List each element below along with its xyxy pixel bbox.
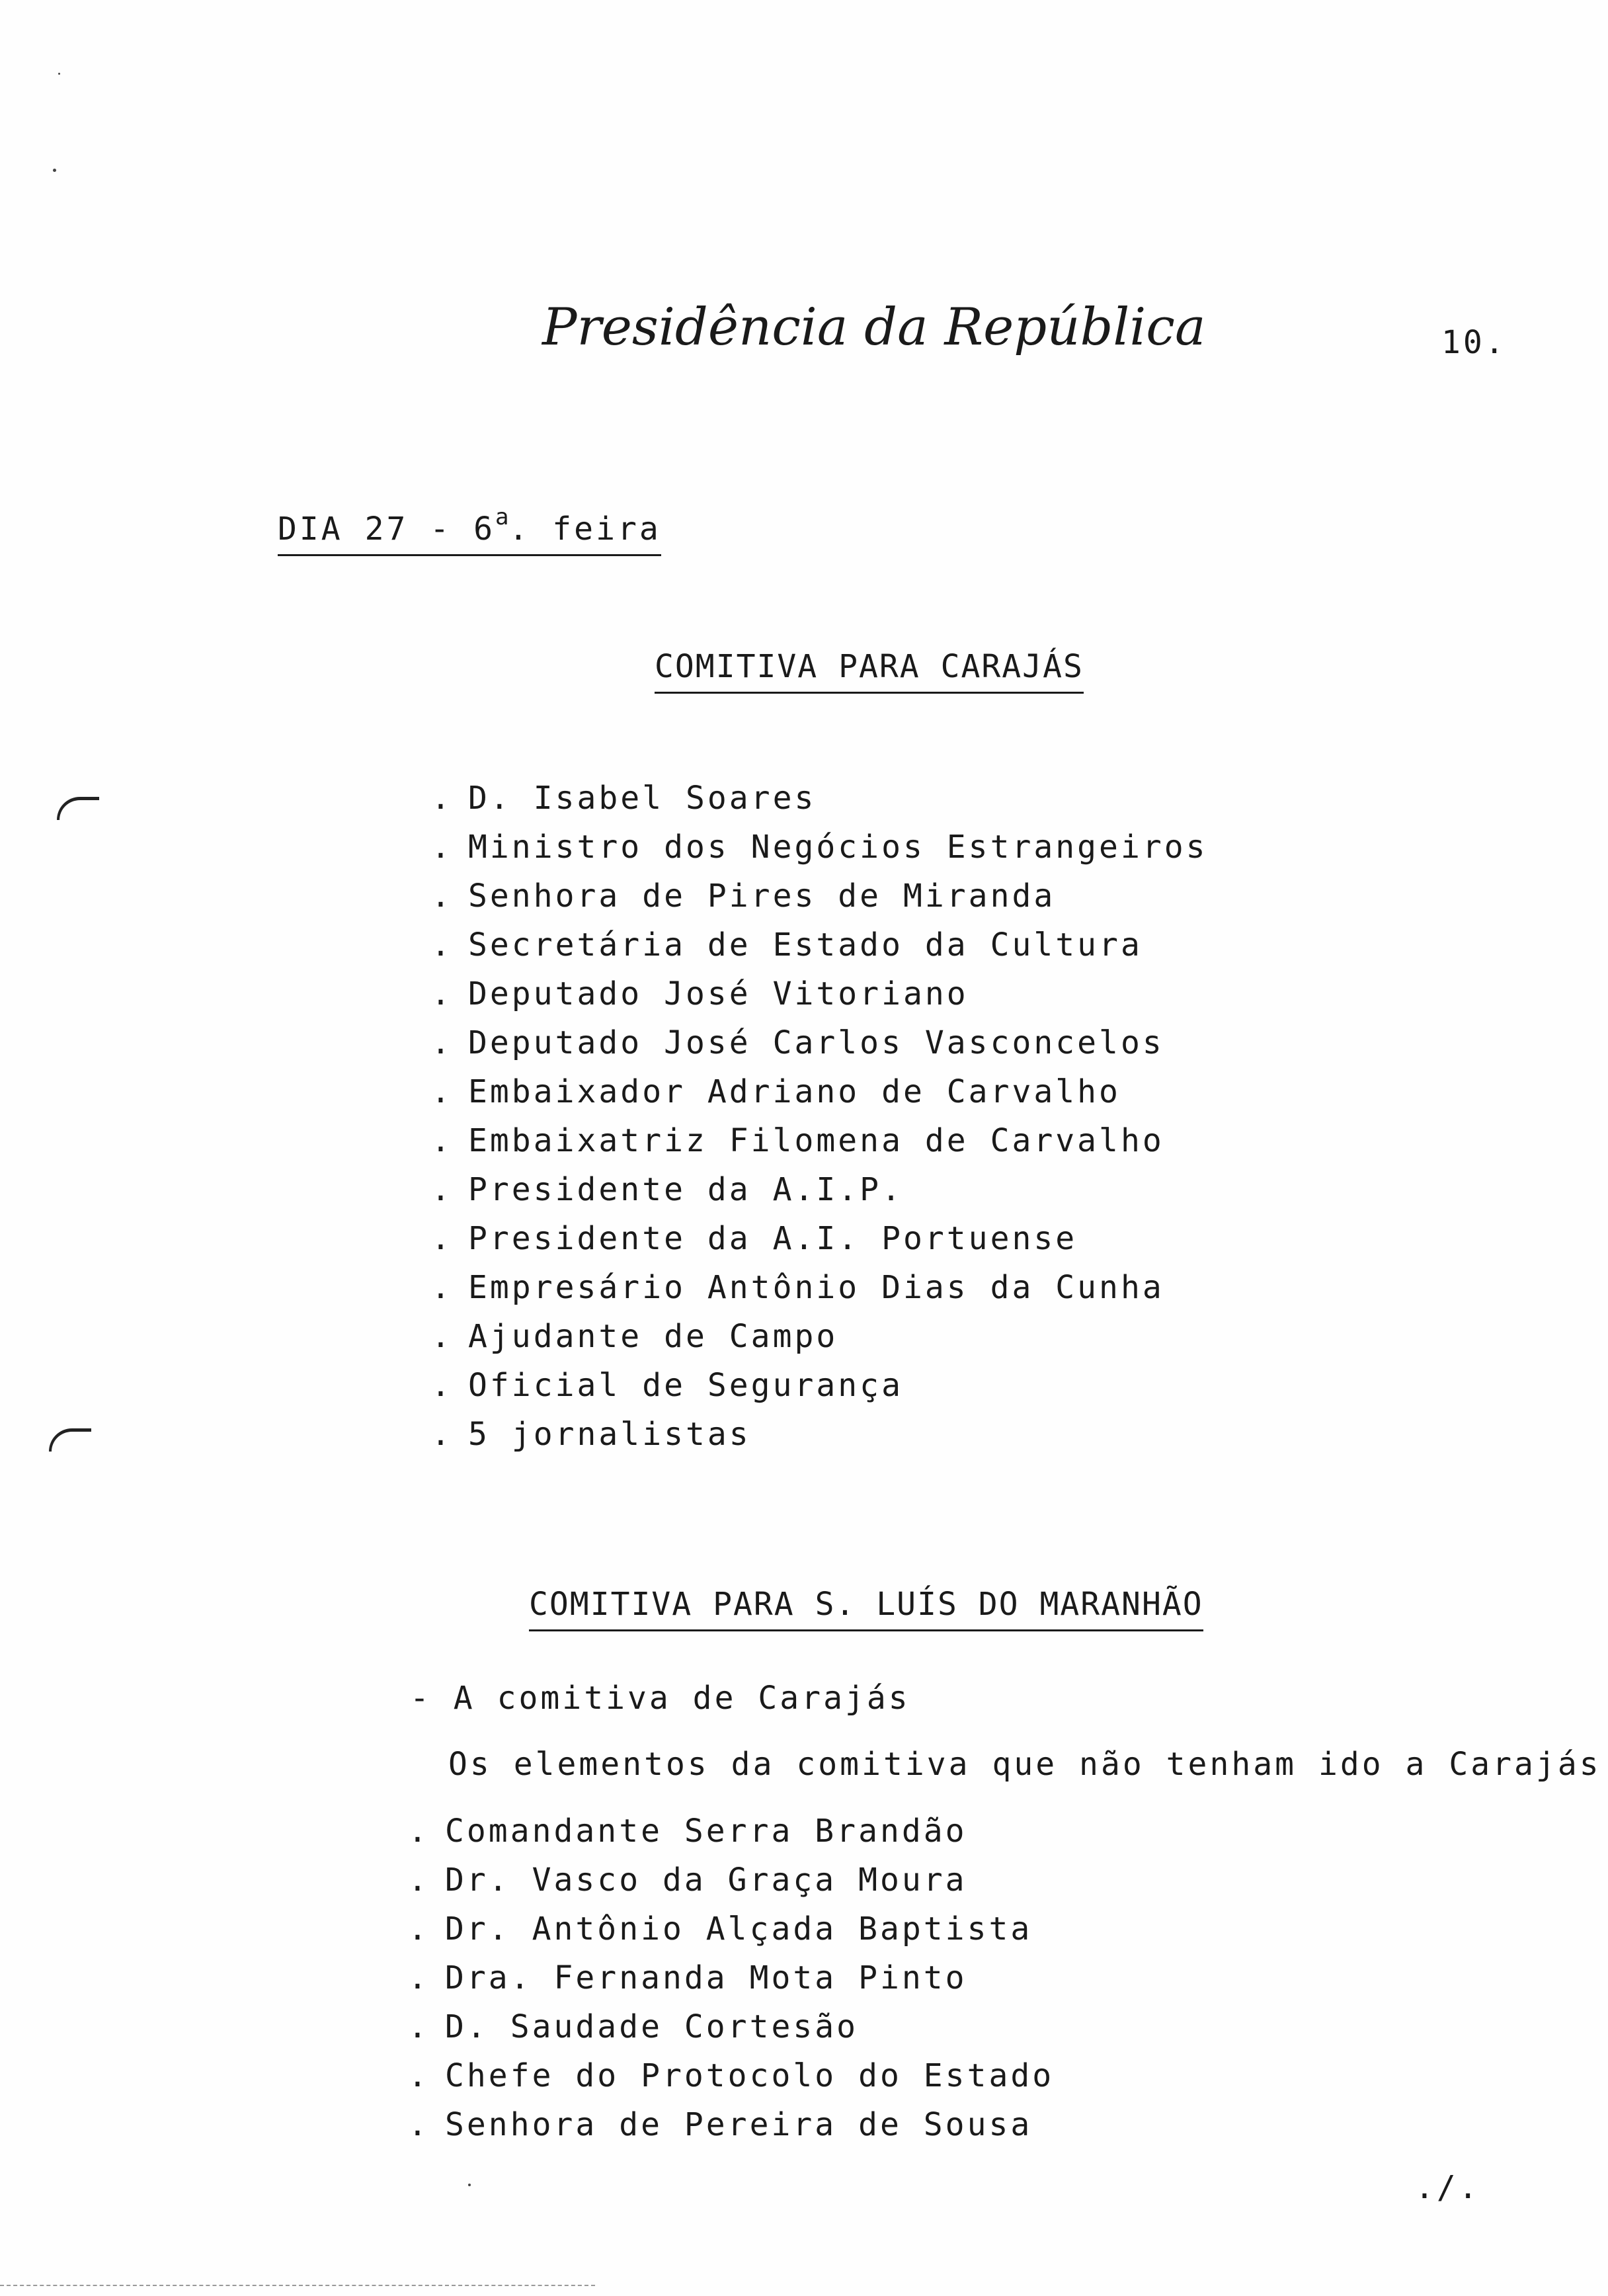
list-item [431, 921, 1208, 969]
bullet-icon: . [431, 1024, 453, 1061]
bullet-icon: . [431, 780, 453, 817]
bullet-icon: . [431, 829, 453, 866]
bullet-icon: . [431, 1122, 453, 1159]
bullet-icon: . [431, 1416, 453, 1453]
margin-mark [57, 797, 99, 820]
list-item [431, 774, 1208, 823]
list-item-text: D. Isabel Soares [468, 780, 817, 817]
list-item-text: Dr. Antônio Alçada Baptista [445, 1910, 1033, 1948]
bullet-icon: . [431, 878, 453, 915]
list-item [431, 823, 1208, 872]
bullet-icon: . [408, 1862, 430, 1899]
scan-speck [468, 2184, 471, 2186]
bullet-icon: . [408, 2057, 430, 2094]
list-item-text: Senhora de Pires de Miranda [468, 878, 1056, 915]
page-number: 10. [1441, 324, 1507, 361]
delegation-note: Os elementos da comitiva que não tenham ido a Carajás [448, 1746, 1601, 1783]
list-item [408, 2002, 1054, 2051]
list-item [431, 1165, 1208, 1214]
list-item-text: Dra. Fernanda Mota Pinto [445, 1959, 967, 1996]
list-item-text: Chefe do Protocolo do Estado [445, 2057, 1055, 2094]
list-item-text: Ajudante de Campo [468, 1318, 838, 1355]
list-item-text: Empresário Antônio Dias da Cunha [468, 1269, 1164, 1306]
bullet-icon: . [431, 926, 453, 964]
list-item [431, 1312, 1208, 1361]
day-heading [278, 504, 661, 556]
scan-speck [58, 73, 60, 75]
bullet-icon: . [431, 1220, 453, 1257]
list-item-text: Embaixatriz Filomena de Carvalho [468, 1122, 1164, 1159]
list-item [408, 2051, 1054, 2100]
list-item [431, 1410, 1208, 1459]
scan-edge [0, 2285, 595, 2286]
list-item-text: Presidente da A.I.P. [468, 1171, 903, 1208]
section-title-carajas: COMITIVA PARA CARAJÁS [655, 648, 1084, 694]
day-heading-prefix: DIA 27 - 6 [278, 511, 495, 548]
list-item [431, 1067, 1208, 1116]
list-item-text: Deputado José Carlos Vasconcelos [468, 1024, 1164, 1061]
bullet-icon: . [431, 975, 453, 1012]
bullet-icon: . [431, 1367, 453, 1404]
bullet-icon: . [431, 1269, 453, 1306]
list-item-text: D. Saudade Cortesão [445, 2008, 859, 2045]
bullet-icon: . [431, 1171, 453, 1208]
bullet-icon: . [408, 1959, 430, 1996]
list-item-text: Embaixador Adriano de Carvalho [468, 1073, 1121, 1110]
scan-speck [53, 169, 56, 172]
bullet-icon: . [408, 2106, 430, 2143]
continuation-mark: ./. [1415, 2169, 1480, 2206]
list-item-text: 5 jornalistas [468, 1416, 751, 1453]
list-item-text: Oficial de Segurança [468, 1367, 903, 1404]
carajas-delegation-list [431, 774, 1208, 1459]
list-item [431, 1214, 1208, 1263]
bullet-icon: . [408, 1813, 430, 1850]
list-item [431, 872, 1208, 921]
list-item-text: Secretária de Estado da Cultura [468, 926, 1143, 964]
list-item [408, 1807, 1054, 1856]
list-item [431, 1361, 1208, 1410]
bullet-icon: . [408, 1910, 430, 1948]
letterhead: Presidência da República [542, 298, 1206, 357]
day-heading-suffix: feira [552, 511, 661, 548]
list-item-text: Ministro dos Negócios Estrangeiros [468, 829, 1208, 866]
section-title-sao-luis: COMITIVA PARA S. LUÍS DO MARANHÃO [529, 1586, 1203, 1631]
list-item [408, 2100, 1054, 2149]
bullet-icon: . [431, 1073, 453, 1110]
list-item [431, 1116, 1208, 1165]
list-item [408, 1856, 1054, 1905]
bullet-icon: . [408, 2008, 430, 2045]
list-item-text: Deputado José Vitoriano [468, 975, 969, 1012]
dash-item: - A comitiva de Carajás [410, 1680, 910, 1717]
list-item-text: Comandante Serra Brandão [445, 1813, 967, 1850]
day-heading-superscript: a [495, 504, 509, 530]
list-item-text: Senhora de Pereira de Sousa [445, 2106, 1033, 2143]
margin-mark [49, 1428, 91, 1452]
list-item [408, 1905, 1054, 1953]
list-item-text: Presidente da A.I. Portuense [468, 1220, 1078, 1257]
list-item [431, 969, 1208, 1018]
list-item-text: Dr. Vasco da Graça Moura [445, 1862, 967, 1899]
bullet-icon: . [431, 1318, 453, 1355]
list-item [431, 1018, 1208, 1067]
list-item [431, 1263, 1208, 1312]
sao-luis-delegation-list [408, 1807, 1054, 2149]
ordinal-dot: . [508, 511, 531, 548]
list-item [408, 1953, 1054, 2002]
